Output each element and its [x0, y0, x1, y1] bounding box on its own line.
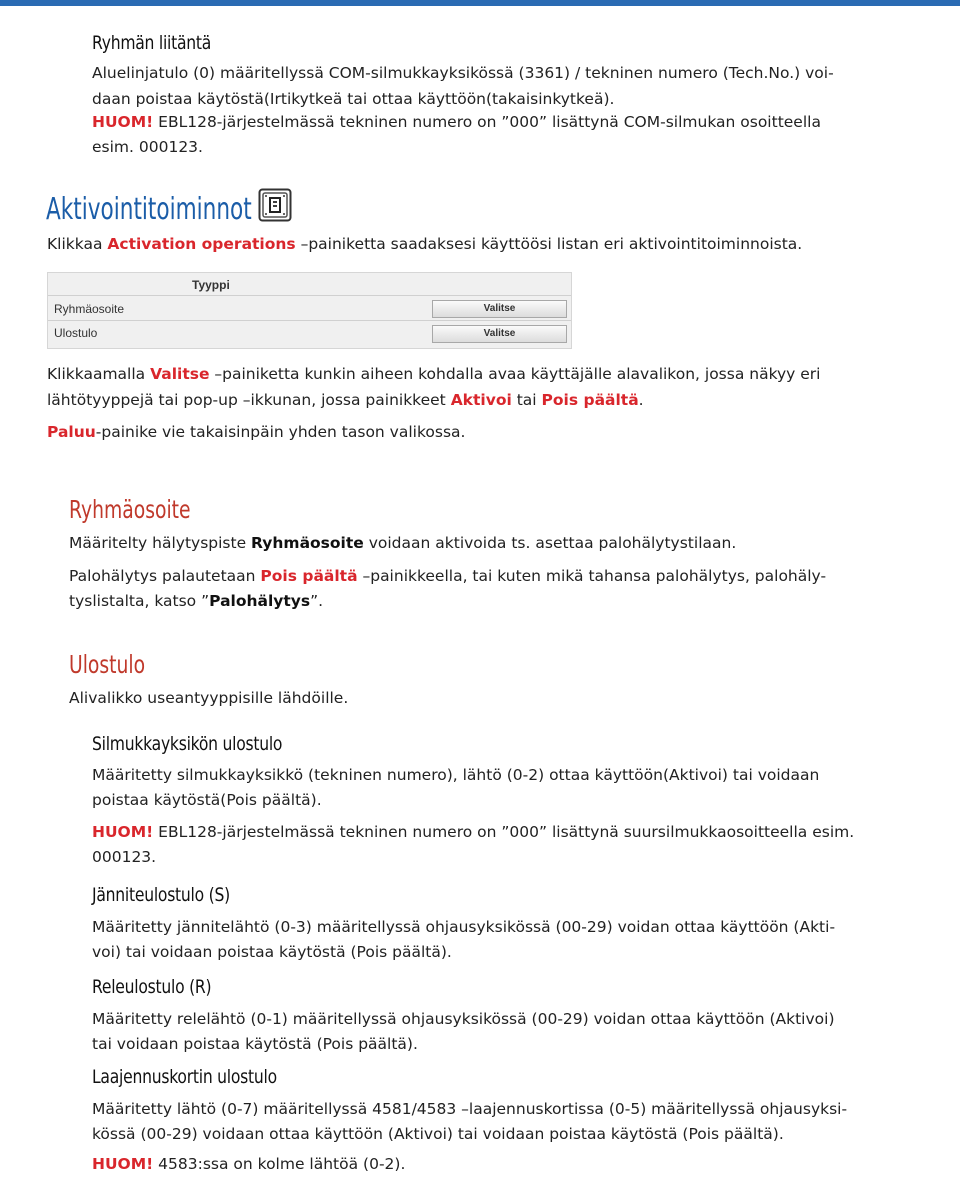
table-header-type: Tyyppi: [192, 278, 230, 292]
text: tyslistalta, katso ”: [69, 592, 210, 610]
paragraph-line: daan poistaa käytöstä(Irtikytkeä tai ottaa käyttöön(takaisinkytkeä).: [92, 90, 615, 108]
valitse-label: Valitse: [150, 365, 210, 383]
section-title-group-disconnect: Ryhmän liitäntä: [92, 32, 212, 54]
text: -painike vie takaisinpäin yhden tason valikossa.: [95, 423, 466, 441]
text: Määritelty hälytyspiste: [69, 534, 252, 552]
text: voidaan aktivoida ts. asettaa palohälytystilaan.: [363, 534, 737, 552]
subsection-title-expansion-output: Laajennuskortin ulostulo: [92, 1066, 277, 1088]
note-text: 4583:ssa on kolme lähtöä (0-2).: [153, 1155, 406, 1173]
table-row-label: Ryhmäosoite: [54, 302, 125, 316]
text: lähtötyyppejä tai pop-up –ikkunan, jossa painikkeet: [47, 391, 451, 409]
bold-term: Ryhmäosoite: [251, 534, 364, 552]
section-title-group-address: Ryhmäosoite: [69, 495, 191, 524]
instruction-line-1: [47, 361, 821, 388]
paragraph-line: Määritetty relelähtö (0-1) määritellyssä ohjausyksikössä (00-29) voidan ottaa käyttöön (Aktivoi): [92, 1010, 835, 1028]
text: –painikkeella, tai kuten mikä tahansa palohälytys, palohäly-: [357, 567, 827, 585]
text: –painiketta kunkin aiheen kohdalla avaa käyttäjälle alavalikon, jossa näkyy eri: [209, 365, 821, 383]
note-line: [92, 819, 854, 846]
note-label: HUOM!: [92, 113, 154, 131]
activation-type-table: [47, 272, 572, 349]
bold-term: Palohälytys: [209, 592, 311, 610]
paragraph-line: Määritetty lähtö (0-7) määritellyssä 4581/4583 –laajennuskortissa (0-5) määritellyssä ohjausyksi-: [92, 1100, 848, 1118]
text: .: [638, 391, 644, 409]
activation-intro: [47, 231, 802, 258]
note-text: EBL128-järjestelmässä tekninen numero on ”000” lisättynä COM-silmukan osoitteella: [153, 113, 821, 131]
note-label: HUOM!: [92, 823, 154, 841]
select-button-group-address[interactable]: Valitse: [432, 300, 567, 318]
text: Palohälytys palautetaan: [69, 567, 261, 585]
note-text: EBL128-järjestelmässä tekninen numero on ”000” lisättynä suursilmukkaosoitteella esim.: [153, 823, 855, 841]
pois-paalta-label: Pois päältä: [541, 391, 639, 409]
intro-text: Klikkaa: [47, 235, 108, 253]
paragraph-line: voi) tai voidaan poistaa käytöstä (Pois päältä).: [92, 943, 452, 961]
text: Klikkaamalla: [47, 365, 151, 383]
subsection-title-voltage-output: Jänniteulostulo (S): [92, 884, 230, 906]
activation-operations-icon[interactable]: [258, 188, 292, 222]
table-row-label: Ulostulo: [54, 326, 98, 340]
instruction-line-3: [47, 419, 465, 446]
instruction-line-2: [47, 387, 644, 414]
text: ”.: [310, 592, 324, 610]
note-line-2: 000123.: [92, 848, 157, 866]
section-title-activation: Aktivointitoiminnot: [46, 192, 252, 227]
pois-paalta-label: Pois päältä: [260, 567, 358, 585]
subsection-title-loop-output: Silmukkayksikön ulostulo: [92, 733, 283, 755]
select-button-output[interactable]: Valitse: [432, 325, 567, 343]
paragraph-line: Aluelinjatulo (0) määritellyssä COM-silmukkayksikössä (3361) / tekninen numero (Tech.No.) voi-: [92, 64, 834, 82]
group-address-line-3: [69, 588, 323, 615]
text: tai: [511, 391, 542, 409]
note-line-2: esim. 000123.: [92, 138, 203, 156]
aktivoi-label: Aktivoi: [450, 391, 512, 409]
paragraph-line: tai voidaan poistaa käytöstä (Pois päältä).: [92, 1035, 418, 1053]
output-text: Alivalikko useantyyppisille lähdöille.: [69, 689, 349, 707]
activation-operations-label: Activation operations: [107, 235, 296, 253]
paragraph-line: poistaa käytöstä(Pois päältä).: [92, 791, 322, 809]
top-bar: [0, 0, 960, 6]
paluu-label: Paluu: [47, 423, 96, 441]
paragraph-line: Määritetty jännitelähtö (0-3) määritellyssä ohjausyksikössä (00-29) voidan ottaa käyttöön (Akti-: [92, 918, 836, 936]
intro-text: –painiketta saadaksesi käyttöösi listan eri aktivointitoiminnoista.: [295, 235, 803, 253]
subsection-title-relay-output: Releulostulo (R): [92, 976, 212, 998]
section-title-output: Ulostulo: [69, 650, 146, 679]
paragraph-line: kössä (00-29) voidaan ottaa käyttöön (Aktivoi) tai voidaan poistaa käytöstä (Pois päältä).: [92, 1125, 784, 1143]
paragraph-line: Määritetty silmukkayksikkö (tekninen numero), lähtö (0-2) ottaa käyttöön(Aktivoi) tai voidaan: [92, 766, 820, 784]
note-line: [92, 109, 821, 136]
note-label: HUOM!: [92, 1155, 154, 1173]
group-address-line-1: [69, 530, 736, 557]
group-address-line-2: [69, 563, 826, 590]
